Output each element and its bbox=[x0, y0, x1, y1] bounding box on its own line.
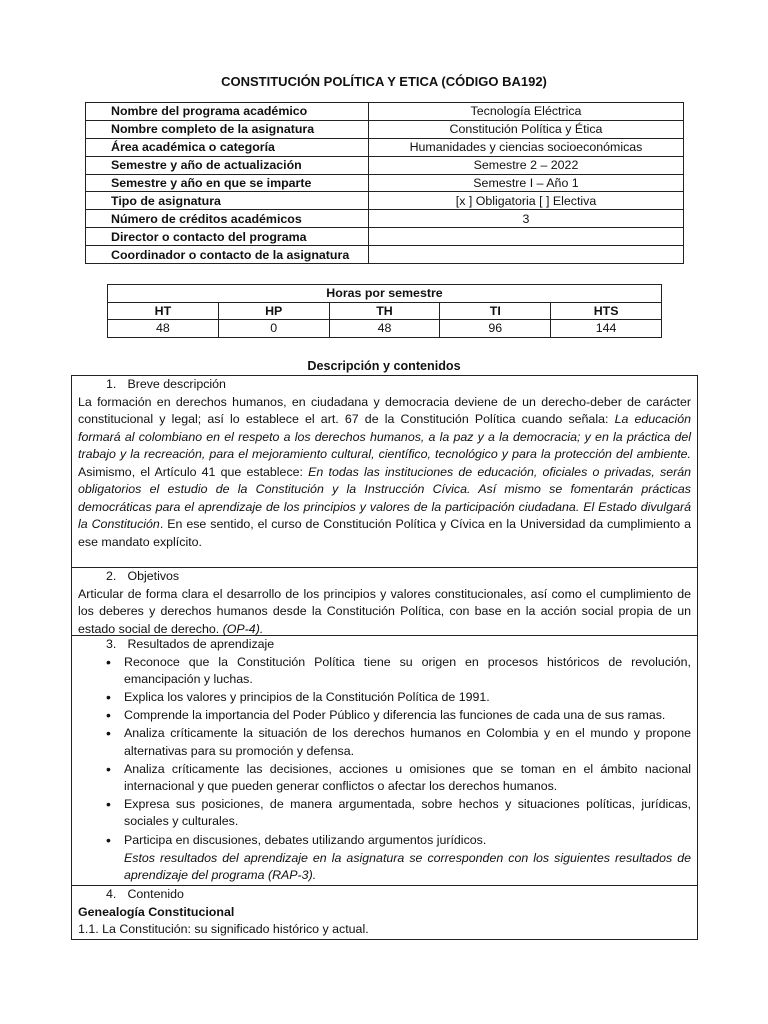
info-row-semester bbox=[86, 174, 684, 192]
hours-value: 48 bbox=[329, 320, 440, 338]
section-number: 4. bbox=[106, 887, 117, 901]
course-info-table bbox=[85, 102, 684, 264]
info-label: Nombre completo de la asignatura bbox=[86, 120, 369, 138]
hours-header: HTS bbox=[551, 302, 662, 320]
info-label: Semestre y año en que se imparte bbox=[86, 174, 369, 192]
objectives-text bbox=[78, 586, 691, 639]
info-row-type bbox=[86, 192, 684, 210]
info-row-program bbox=[86, 103, 684, 121]
section-title: Descripción y contenidos bbox=[307, 359, 461, 373]
info-value: 3 bbox=[369, 210, 684, 228]
section-number: 3. bbox=[106, 637, 117, 651]
hours-value: 48 bbox=[108, 320, 219, 338]
list-item: • Participa en discusiones, debates utilizando argumentos jurídicos. bbox=[124, 832, 691, 849]
quote-art41: En todas las instituciones de educación, oficiales o privadas, serán obligatorios el estudio de la Constitución y la Instrucción Cívica. Así mismo se fomentarán prácticas democráticas para el aprendizaje de los principios y valores de la participación ciudadana. El Estado divulgará la Constitución bbox=[78, 464, 691, 531]
list-item: • Expresa sus posiciones, de manera argumentada, sobre hechos y situaciones políticas, jurídicas, sociales y culturales. bbox=[124, 796, 691, 830]
info-label: Coordinador o contacto de la asignatura bbox=[86, 246, 369, 264]
content-section bbox=[71, 885, 698, 940]
section-heading bbox=[78, 376, 691, 394]
hours-header: TH bbox=[329, 302, 440, 320]
info-row-director bbox=[86, 228, 684, 246]
info-value: Constitución Política y Ética bbox=[369, 120, 684, 138]
hours-value: 0 bbox=[218, 320, 329, 338]
hours-value: 96 bbox=[440, 320, 551, 338]
list-item: • Reconoce que la Constitución Política tiene su origen en procesos históricos de revolución, emancipación y luchas. bbox=[124, 654, 691, 688]
info-label: Director o contacto del programa bbox=[86, 228, 369, 246]
section-heading bbox=[78, 636, 691, 654]
hours-header: HP bbox=[218, 302, 329, 320]
results-list bbox=[78, 654, 691, 849]
hours-value: 144 bbox=[551, 320, 662, 338]
objectives-section bbox=[71, 567, 698, 635]
text-span: Asimismo, el Artículo 41 que establece: bbox=[78, 464, 309, 479]
hours-header: HT bbox=[108, 302, 219, 320]
list-item: • Comprende la importancia del Poder Público y diferencia las funciones de cada una de sus ramas. bbox=[124, 707, 691, 724]
info-row-area bbox=[86, 138, 684, 156]
info-label: Semestre y año de actualización bbox=[86, 156, 369, 174]
learning-results-section bbox=[71, 635, 698, 885]
section-heading-text: Breve descripción bbox=[127, 377, 226, 391]
list-item: • Analiza críticamente las decisiones, acciones u omisiones que se toman en el ámbito nacional internacional y que pueden generar conflictos o afectar los derechos humanos. bbox=[124, 761, 691, 795]
objective-ref: (OP-4). bbox=[222, 621, 264, 636]
info-value: Humanidades y ciencias socioeconómicas bbox=[369, 138, 684, 156]
list-item: • Analiza críticamente la situación de los derechos humanos en Colombia y en el mundo y propone alternativas para su promoción y defensa. bbox=[124, 725, 691, 759]
info-value: [x ] Obligatoria [ ] Electiva bbox=[369, 192, 684, 210]
content-subheading: Genealogía Constitucional bbox=[78, 904, 235, 919]
info-label: Área académica o categoría bbox=[86, 138, 369, 156]
text-span: La formación en derechos humanos, en ciudadana y democracia deviene de un derecho-deber de carácter constitucional y legal; así lo establece el art. 67 de la Constitución Política cuando señala: bbox=[78, 394, 691, 426]
section-heading bbox=[78, 886, 691, 904]
hours-title: Horas por semestre bbox=[108, 285, 662, 303]
info-value bbox=[369, 246, 684, 264]
section-heading-text: Contenido bbox=[127, 887, 184, 901]
section-heading bbox=[78, 568, 691, 586]
info-value: Semestre I – Año 1 bbox=[369, 174, 684, 192]
content-line: 1.1. La Constitución: su significado histórico y actual. bbox=[78, 922, 369, 936]
text-span: Articular de forma clara el desarrollo de los principios y valores constitucionales, así como el cumplimiento de los deberes y derechos humanos desde la Constitución Política, con base en la acción social propia de un estado social de derecho. bbox=[78, 586, 691, 636]
description-section bbox=[71, 375, 698, 567]
hours-table bbox=[107, 284, 662, 338]
info-value bbox=[369, 228, 684, 246]
section-number: 1. bbox=[106, 377, 117, 391]
results-note: Estos resultados del aprendizaje en la asignatura se corresponden con los siguientes resultados de aprendizaje del programa (RAP-3). bbox=[124, 850, 691, 882]
info-row-update bbox=[86, 156, 684, 174]
hours-header: TI bbox=[440, 302, 551, 320]
quote-art67: La educación formará al colombiano en el respeto a los derechos humanos, a la paz y a la democracia; y en la práctica del trabajo y la recreación, para el mejoramiento cultural, científico, tecnológico y para la protección del ambiente. bbox=[78, 412, 691, 461]
section-number: 2. bbox=[106, 569, 117, 583]
info-label: Número de créditos académicos bbox=[86, 210, 369, 228]
document-title: CONSTITUCIÓN POLÍTICA Y ETICA (CÓDIGO BA192) bbox=[221, 74, 547, 89]
info-row-course-name bbox=[86, 120, 684, 138]
info-row-coordinator bbox=[86, 246, 684, 264]
info-row-credits bbox=[86, 210, 684, 228]
info-label: Tipo de asignatura bbox=[86, 192, 369, 210]
list-item: • Explica los valores y principios de la Constitución Política de 1991. bbox=[124, 689, 691, 706]
section-heading-text: Objetivos bbox=[127, 569, 180, 583]
info-label: Nombre del programa académico bbox=[86, 103, 369, 121]
info-value: Tecnología Eléctrica bbox=[369, 103, 684, 121]
description-text bbox=[78, 394, 691, 552]
section-heading-text: Resultados de aprendizaje bbox=[127, 637, 275, 651]
text-span: . En ese sentido, el curso de Constitución Política y Cívica en la Universidad da cumplimiento a ese mandato explícito. bbox=[78, 517, 691, 549]
info-value: Semestre 2 – 2022 bbox=[369, 156, 684, 174]
